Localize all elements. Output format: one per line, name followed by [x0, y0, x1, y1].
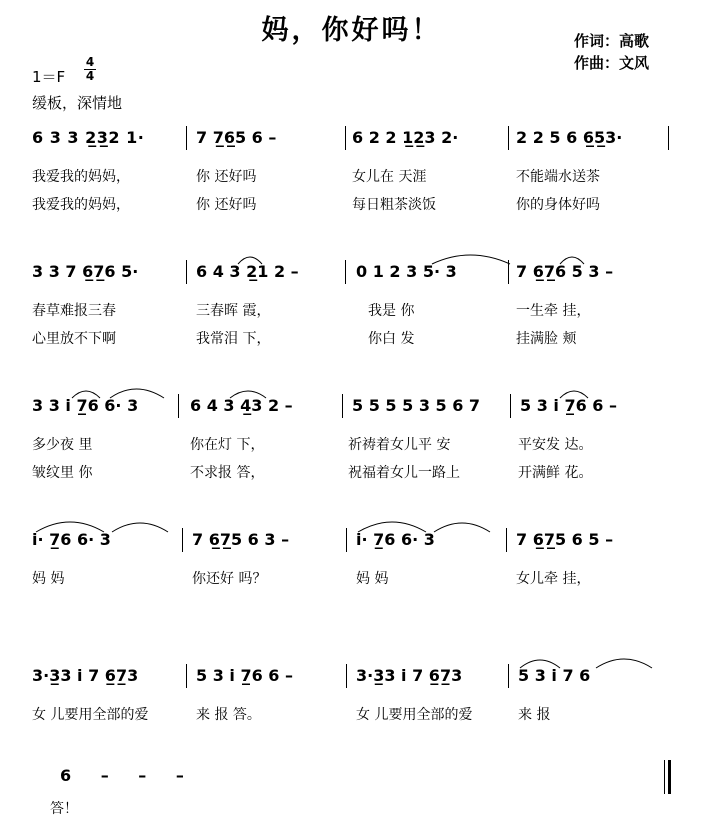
- tempo-marking: 缓板，深情地: [32, 94, 123, 112]
- notes: 3 3 7 6̲7̲6 5·: [32, 262, 139, 281]
- lyric-line-2: 你的身体好吗: [516, 197, 600, 213]
- staff-row-2: [0, 262, 703, 382]
- bar-line: [668, 126, 669, 150]
- bar-line: [186, 664, 187, 688]
- notes: 7 6̲7̲5 6 3 –: [192, 530, 290, 549]
- lyric-line-1: 女 儿要用全部的爱: [356, 707, 473, 723]
- notes: 5 3 i 7̲6 6 –: [196, 666, 293, 685]
- lyric-line-1: 不能端水送茶: [516, 169, 600, 185]
- lyric-line-2: 不求报 答，: [190, 465, 265, 481]
- notes: 5 3 i 7̲6 6 –: [520, 396, 617, 415]
- time-signature-bottom: 4: [85, 69, 95, 83]
- measure: [32, 128, 144, 147]
- notes: 7 7̲6̲5 6 –: [196, 128, 277, 147]
- notes: 3·3̲3 i 7 6̲7̲3: [32, 666, 139, 685]
- lyric-line-1: 来 报 答。: [196, 707, 261, 723]
- lyric-line-1: 多少夜 里: [32, 437, 93, 453]
- notes: 0 1 2 3 5· 3: [356, 262, 457, 281]
- bar-line: [346, 528, 347, 552]
- lyric-line-1: 女儿在 天涯: [352, 169, 427, 185]
- bar-line: [508, 126, 509, 150]
- lyric-line-1: 你在灯 下，: [190, 437, 265, 453]
- notes: 2 2 5 6 6̲5̲3·: [516, 128, 623, 147]
- bar-line: [178, 394, 179, 418]
- bar-line: [664, 760, 665, 794]
- lyric-line-2: 挂满脸 颊: [516, 331, 577, 347]
- measure: [516, 128, 622, 147]
- lyric-line-1: 一生牵 挂，: [516, 303, 591, 319]
- lyric-line-1: 女儿牵 挂，: [516, 571, 591, 587]
- lyric-line-1: 你还好 吗？: [192, 571, 267, 587]
- lyric-line-1: 你 还好吗: [196, 169, 257, 185]
- composer-credit: 作曲：文风: [574, 54, 650, 72]
- lyric-line-2: 开满鲜 花。: [518, 465, 593, 481]
- time-signature-top: 4: [85, 55, 95, 69]
- bar-line: [345, 260, 346, 284]
- lyric-line-1: 平安发 达。: [518, 437, 593, 453]
- bar-line: [346, 664, 347, 688]
- lyric-line-2: 我爱我的妈妈，: [32, 197, 130, 213]
- lyric-line-2: 我常泪 下，: [196, 331, 271, 347]
- lyric-line-2: 你白 发: [368, 331, 415, 347]
- notes: i· 7̲6 6· 3: [32, 530, 111, 549]
- measure: [196, 128, 276, 147]
- lyric-line-2: 心里放不下啊: [32, 331, 116, 347]
- lyric-line-1: 妈 妈: [32, 571, 65, 587]
- lyric-line-2: 每日粗茶淡饭: [352, 197, 436, 213]
- notes: i· 7̲6 6· 3: [356, 530, 435, 549]
- measure: [352, 128, 458, 147]
- song-title: 妈，你好吗！: [261, 15, 442, 46]
- lyric-line-1: 女 儿要用全部的爱: [32, 707, 149, 723]
- key-signature: 1＝F: [32, 68, 66, 86]
- notes: 3·3̲3 i 7 6̲7̲3: [356, 666, 463, 685]
- bar-line: [506, 528, 507, 552]
- bar-line: [186, 126, 187, 150]
- lyric-line-2: 皱纹里 你: [32, 465, 93, 481]
- staff-row-6: [0, 766, 703, 826]
- notes: 6 3 3 2̲3̲2 1·: [32, 128, 145, 147]
- lyric-line-1: 春草难报三春: [32, 303, 116, 319]
- staff-row-1: [0, 128, 703, 248]
- lyric-line-1: 来 报: [518, 707, 551, 723]
- lyric-line-1: 答！: [50, 801, 78, 817]
- lyric-line-1: 祈祷着女儿平 安: [348, 437, 451, 453]
- lyric-line-2: 你 还好吗: [196, 197, 257, 213]
- lyric-line-1: 我爱我的妈妈，: [32, 169, 130, 185]
- notes: 5 5 5 5 3 5 6 7: [352, 396, 481, 415]
- staff-row-3: [0, 396, 703, 516]
- time-signature: [84, 56, 96, 83]
- lyric-line-1: 三春晖 霞，: [196, 303, 271, 319]
- staff-row-4: [0, 530, 703, 650]
- lyric-line-2: 祝福着女儿一路上: [348, 465, 460, 481]
- final-bar-line: [668, 760, 671, 794]
- bar-line: [508, 260, 509, 284]
- lyricist-credit: 作词：高歌: [574, 32, 650, 50]
- notes: 3 3 i 7̲6 6· 3: [32, 396, 139, 415]
- notes: 6 4 3 4̲3 2 –: [190, 396, 293, 415]
- notes: 6 4 3 2̲1 2 –: [196, 262, 299, 281]
- notes: 7 6̲7̲6 5 3 –: [516, 262, 614, 281]
- notes: 5 3 i 7 6: [518, 666, 591, 685]
- bar-line: [345, 126, 346, 150]
- notes: 7 6̲7̲5 6 5 –: [516, 530, 614, 549]
- bar-line: [342, 394, 343, 418]
- bar-line: [186, 260, 187, 284]
- lyric-line-1: 妈 妈: [356, 571, 389, 587]
- bar-line: [510, 394, 511, 418]
- notes: 6 2 2 1̲2̲3 2·: [352, 128, 459, 147]
- bar-line: [508, 664, 509, 688]
- notes: 6 – – –: [60, 766, 196, 785]
- lyric-line-1: 我是 你: [368, 303, 415, 319]
- bar-line: [182, 528, 183, 552]
